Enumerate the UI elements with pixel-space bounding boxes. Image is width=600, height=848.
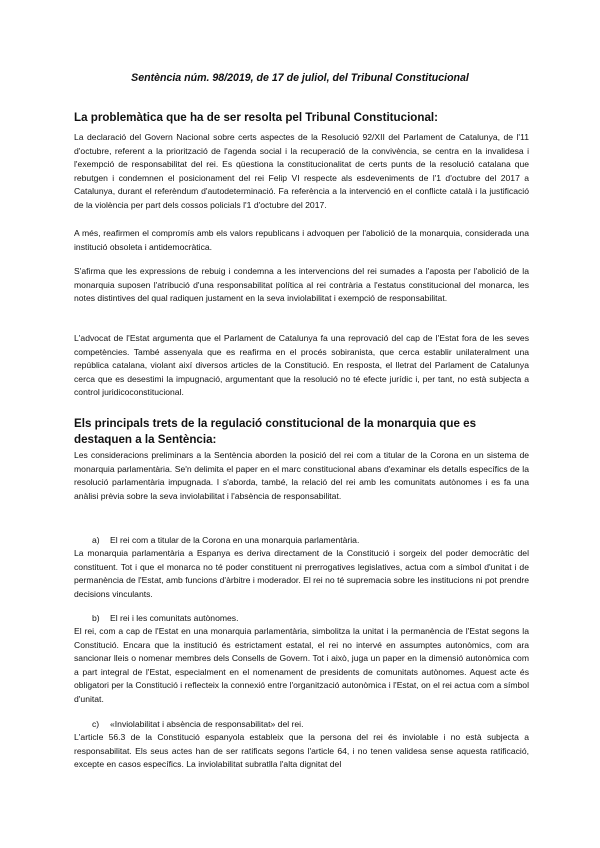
paragraph-declaration: La declaració del Govern Nacional sobre certs aspectes de la Resolució 92/XII del Parlament de Catalunya, de l'11 d'octubre, referent a la priorització de l'agenda social i la recuperació de la convivència, se centra en la invalidesa i l'exempció de responsabilitat del rei. Es qüestiona la constitucionalitat de certs punts de la resolució catalana que rebutgen i condemnen el posicionament del rei Felip VI respecte als esdeveniments de l'1 d'octubre del 2017 a Catalunya, durant el referèndum d'autodeterminació. Fa referència a la intervenció en el conflicte català i la justificació de la violència per part dels cossos policials l'1 d'octubre del 2017. xyxy=(74,132,529,210)
paragraph-rejection: S'afirma que les expressions de rebuig i condemna a les intervencions del rei sumades a l'aposta per l'abolició de la monarquia suposen l'atribució d'una responsabilitat política al rei contrària a l'estatus constitucional del monarca, les notes distintives del qual radiquen justament en la seva inviolabilitat i exempció de responsabilitat. xyxy=(74,266,529,304)
list-item-label: El rei com a titular de la Corona en una monarquia parlamentària. xyxy=(110,535,360,545)
list-marker: b) xyxy=(92,613,100,623)
list-marker: a) xyxy=(92,535,100,545)
paragraph-item-c: L'article 56.3 de la Constitució espanyola estableix que la persona del rei és inviolable i no està subjecta a responsabilitat. Els seus actes han de ser ratificats segons l'article 64, i no tenen validesa sense aquesta ratificació, excepte en casos específics. La inviolabilitat subratlla l'alta dignitat del xyxy=(74,732,529,770)
list-item-label: «Inviolabilitat i absència de responsabilitat» del rei. xyxy=(110,719,304,729)
section-heading-problem: La problemàtica que ha de ser resolta pel Tribunal Constitucional: xyxy=(74,111,438,124)
list-item-c xyxy=(92,718,303,732)
paragraph-republican: A més, reafirmen el compromís amb els valors republicans i advoquen per l'abolició de la monarquia, considerada una institució obsoleta i antidemocràtica. xyxy=(74,228,529,252)
document-title: Sentència núm. 98/2019, de 17 de juliol, del Tribunal Constitucional xyxy=(131,72,469,84)
paragraph-state-attorney: L'advocat de l'Estat argumenta que el Parlament de Catalunya fa una reprovació del cap de l'Estat fora de les seves competències. També assenyala que es reafirma en el procés sobiranista, que cerca establir unilateralment una república catalana, violant així diversos articles de la Constitució. En resposta, el lletrat del Parlament de Catalunya cerca que es desestimi la impugnació, argumentant que la resolució no té efecte jurídic i, per tant, no està subjecta a control juridicoconstitucional. xyxy=(74,333,529,398)
list-item-a xyxy=(92,534,359,548)
paragraph-item-a: La monarquia parlamentària a Espanya es deriva directament de la Constitució i sorgeix del poder democràtic del constituent. Tot i que el monarca no té poder constituent ni prerrogatives legislatives, actua com a símbol d'unitat i de permanència de l'Estat, amb funcions d'àrbitre i moderador. El rei no té supremacia sobre les institucions ni pot prendre decisions vinculants. xyxy=(74,548,529,599)
list-item-b xyxy=(92,612,239,626)
section-heading-features: Els principals trets de la regulació constitucional de la monarquia que es destaquen a la Sentència: xyxy=(74,417,477,446)
paragraph-preliminary: Les consideracions preliminars a la Sentència aborden la posició del rei com a titular de la Corona en un sistema de monarquia parlamentària. Se'n delimita el paper en el marc constitucional abans d'examinar els detalls específics de la resolució parlamentària impugnada. I s'aborda, també, la relació del rei amb les comunitats autònomes i es fa una anàlisi prèvia sobre la seva inviolabilitat i l'absència de responsabilitat. xyxy=(74,450,529,501)
paragraph-item-b: El rei, com a cap de l'Estat en una monarquia parlamentària, simbolitza la unitat i la permanència de l'Estat segons la Constitució. Encara que la institució és estrictament estatal, el rei no intervé en assumptes autonòmics, com ara sancionar lleis o nomenar membres dels Consells de Govern. Tot i això, juga un paper en la dimensió autonòmica com a part integral de l'Estat, especialment en el nomenament de presidents de comunitats autònomes. Aquest acte és obligatori per la Constitució i reflecteix la connexió entre l'organització autonòmica i l'Estat, on el rei actua com a símbol d'unitat. xyxy=(74,626,529,704)
list-marker: c) xyxy=(92,719,100,729)
list-item-label: El rei i les comunitats autònomes. xyxy=(110,613,239,623)
